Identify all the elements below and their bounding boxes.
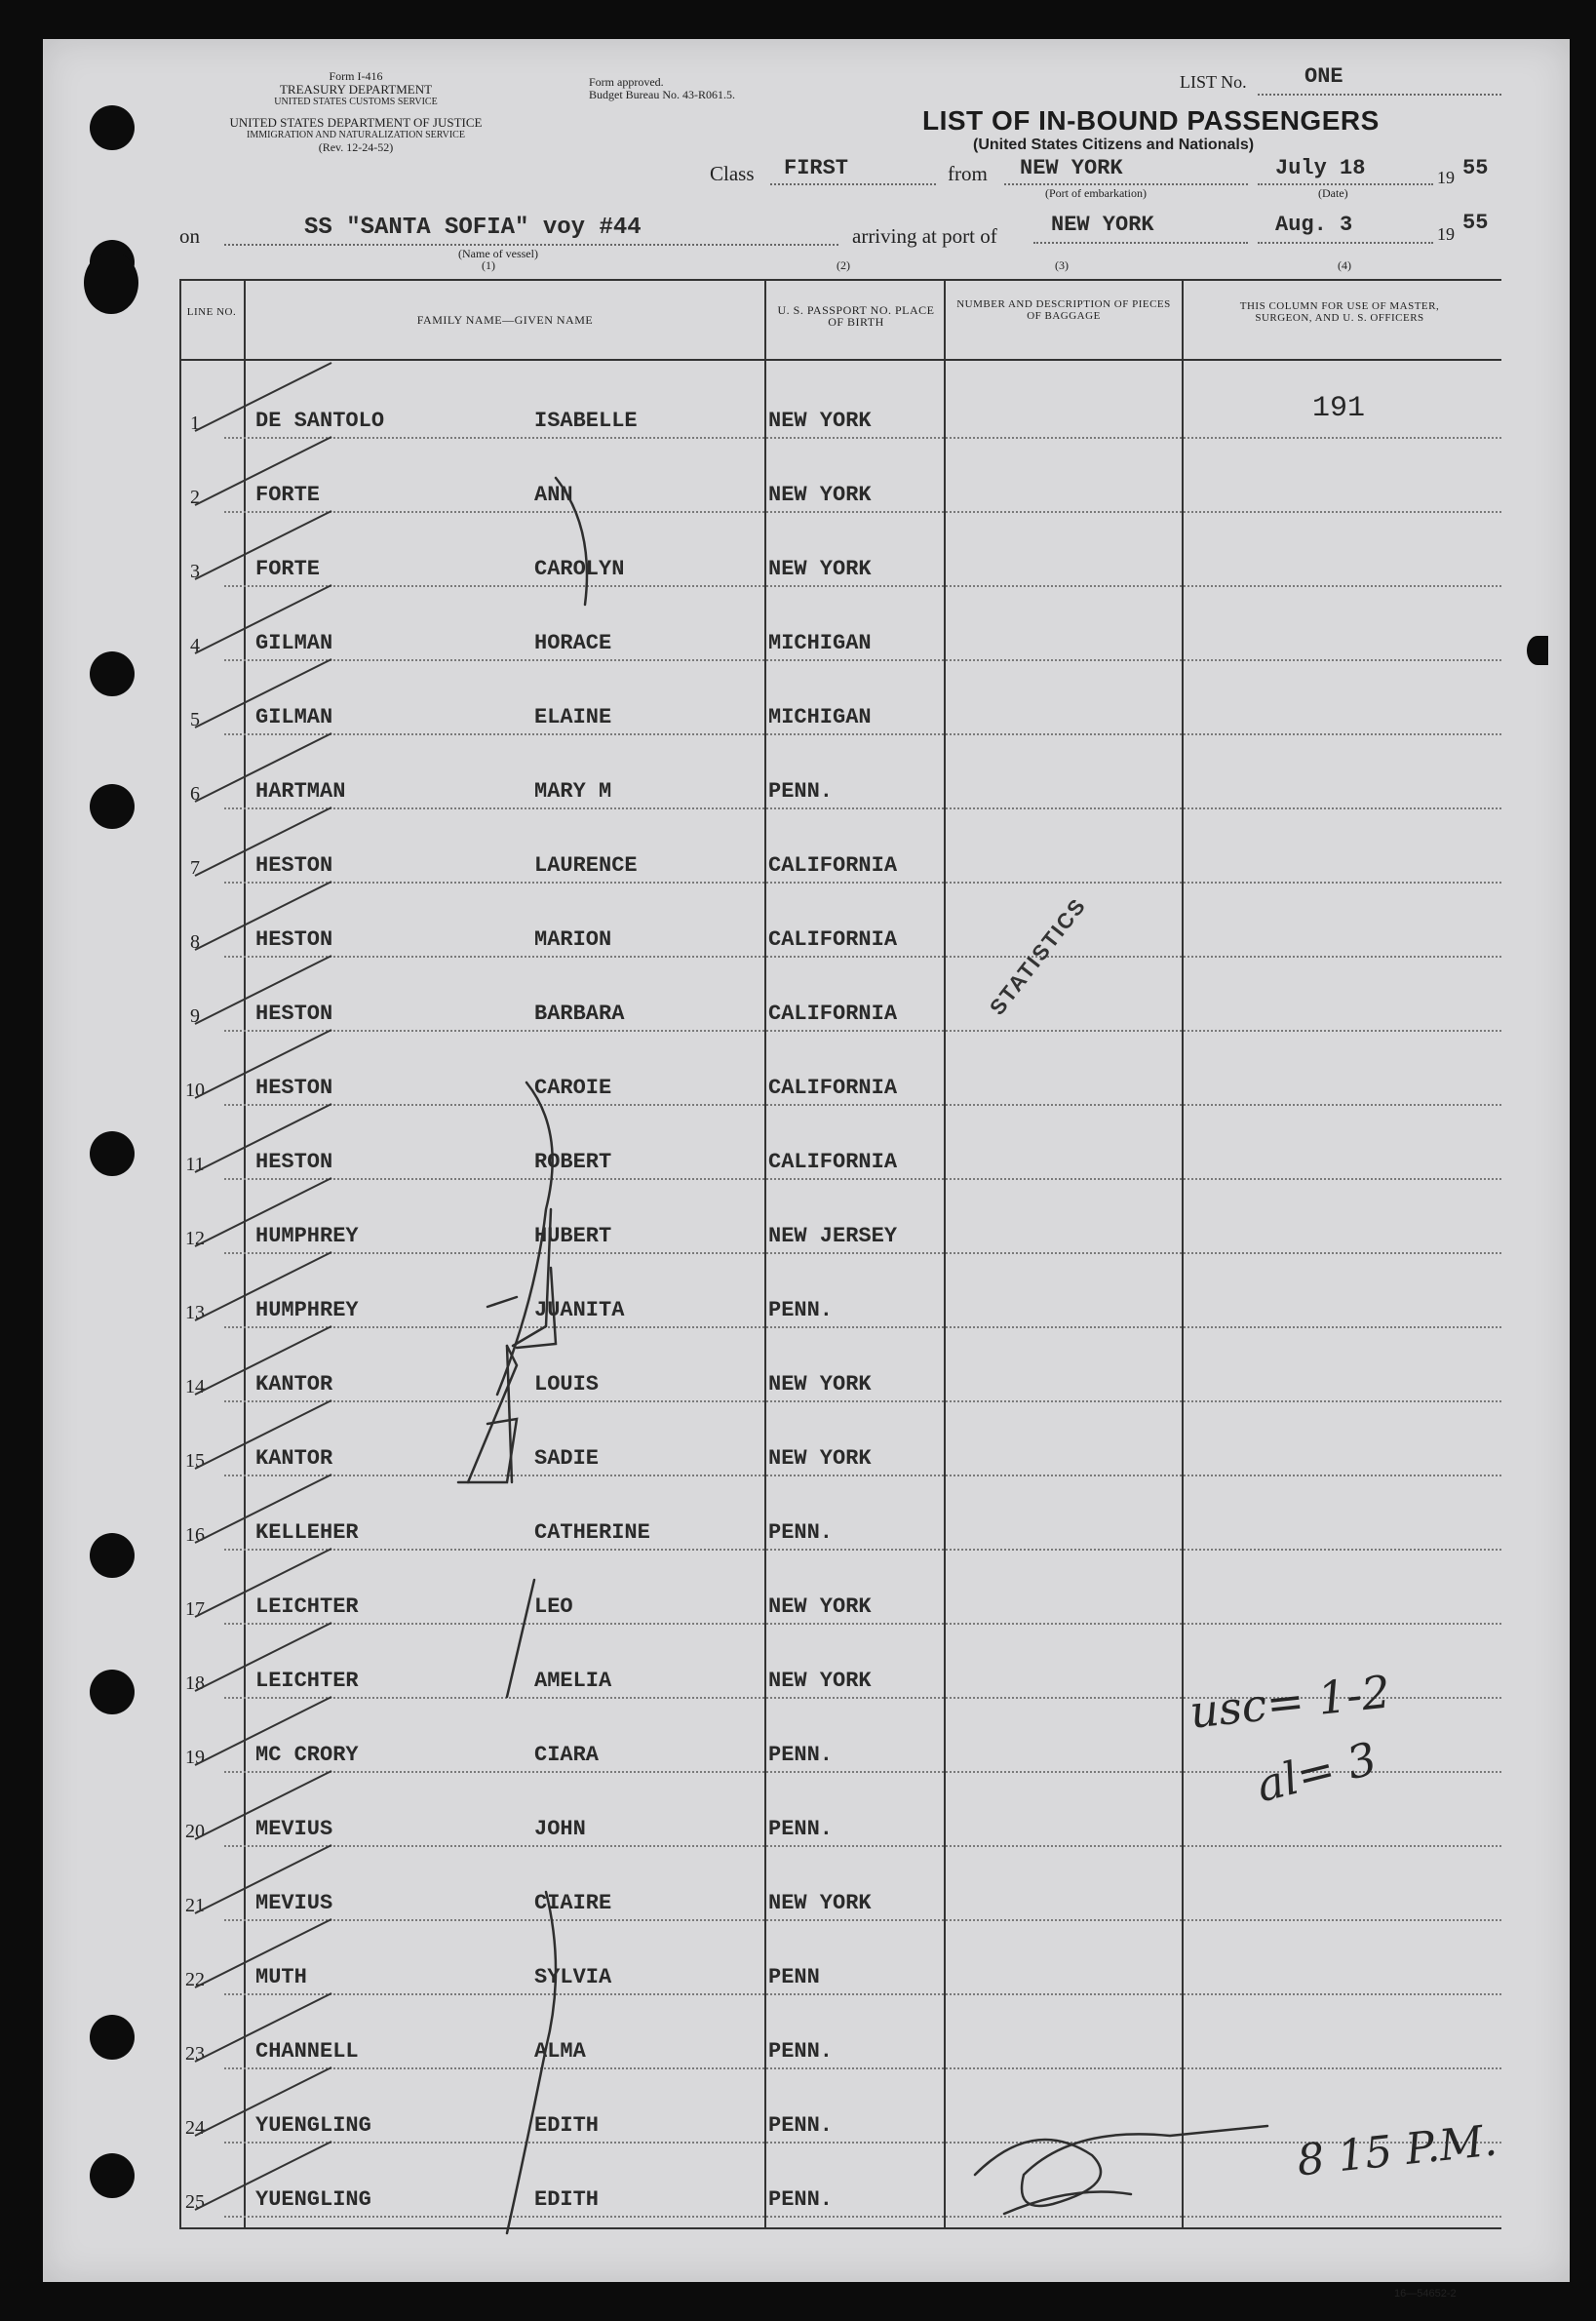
- given-name: CIAIRE: [534, 1891, 612, 1915]
- form-approved: Form approved.: [589, 75, 664, 89]
- family-name: KANTOR: [255, 1372, 333, 1397]
- line-number: 19: [185, 1747, 205, 1768]
- handwritten-note-1: usc= 1-2: [1187, 1665, 1393, 1739]
- justice-dept: UNITED STATES DEPARTMENT OF JUSTICE: [229, 115, 483, 130]
- given-name: EDITH: [534, 2113, 600, 2138]
- given-name: ANN: [534, 483, 573, 507]
- line-number: 8: [190, 931, 200, 953]
- family-name: FORTE: [255, 557, 321, 581]
- line-number: 11: [185, 1154, 205, 1175]
- line-number: 13: [185, 1302, 205, 1323]
- place-of-birth: PENN.: [768, 2187, 834, 2212]
- family-name: DE SANTOLO: [255, 409, 385, 433]
- line-number: 23: [185, 2043, 205, 2065]
- handwritten-note-2: al= 3: [1251, 1731, 1382, 1813]
- line-number: 3: [190, 561, 200, 582]
- line-number: 25: [185, 2191, 205, 2213]
- place-of-birth: NEW YORK: [768, 1891, 872, 1915]
- place-of-birth: MICHIGAN: [768, 631, 872, 655]
- vessel-name: SS "SANTA SOFIA" voy #44: [304, 215, 642, 241]
- line-number: 24: [185, 2117, 205, 2139]
- given-name: SADIE: [534, 1446, 600, 1471]
- class-label: Class: [710, 162, 755, 185]
- on-label: on: [179, 224, 200, 248]
- check-tick-mark: [195, 1400, 331, 1469]
- place-of-birth: PENN: [768, 1965, 820, 1989]
- line-number: 22: [185, 1969, 205, 1990]
- given-name: BARBARA: [534, 1002, 625, 1026]
- check-tick-mark: [195, 1623, 331, 1691]
- family-name: GILMAN: [255, 631, 333, 655]
- check-tick-mark: [195, 2067, 331, 2136]
- arrival-port: NEW YORK: [1051, 213, 1154, 237]
- check-tick-mark: [195, 363, 331, 431]
- place-of-birth: MICHIGAN: [768, 705, 872, 729]
- year-prefix: 19: [1437, 168, 1455, 187]
- line-number: 2: [190, 487, 200, 508]
- check-tick-mark: [195, 2142, 331, 2210]
- arrival-date: Aug. 3: [1275, 213, 1353, 237]
- given-name: LAURENCE: [534, 853, 638, 878]
- officer-number: 191: [1312, 392, 1366, 425]
- place-of-birth: CALIFORNIA: [768, 927, 898, 952]
- family-name: KELLEHER: [255, 1520, 359, 1545]
- place-of-birth: PENN.: [768, 1298, 834, 1322]
- family-name: HESTON: [255, 1150, 333, 1174]
- header-baggage: NUMBER AND DESCRIPTION OF PIECES OF BAGGAGE: [956, 298, 1171, 322]
- check-tick-mark: [195, 882, 331, 950]
- check-tick-mark: [195, 1326, 331, 1395]
- form-revision: (Rev. 12-24-52): [318, 140, 394, 154]
- bracket-mark: [458, 1419, 517, 1482]
- class-value: FIRST: [784, 156, 849, 180]
- bracket-mark: [487, 1297, 517, 1307]
- place-of-birth: CALIFORNIA: [768, 1002, 898, 1026]
- given-name: ELAINE: [534, 705, 612, 729]
- place-of-birth: NEW JERSEY: [768, 1224, 898, 1248]
- header-passport: U. S. PASSPORT NO. PLACE OF BIRTH: [777, 303, 935, 329]
- given-name: ALMA: [534, 2039, 586, 2064]
- statistics-stamp: STATISTICS: [985, 892, 1092, 1020]
- given-name: HUBERT: [534, 1224, 612, 1248]
- form-print-code: 16—54652-2: [1394, 2288, 1457, 2300]
- given-name: CAROLYN: [534, 557, 625, 581]
- departure-date: July 18: [1275, 156, 1366, 180]
- given-name: ROBERT: [534, 1150, 612, 1174]
- from-label: from: [948, 162, 988, 185]
- family-name: KANTOR: [255, 1446, 333, 1471]
- line-number: 9: [190, 1005, 200, 1027]
- family-name: GILMAN: [255, 705, 333, 729]
- arriving-label: arriving at port of: [852, 224, 997, 248]
- family-name: LEICHTER: [255, 1594, 359, 1619]
- document-title: LIST OF IN-BOUND PASSENGERS: [922, 105, 1380, 136]
- handwritten-time: 8 15 P.M.: [1294, 2115, 1499, 2186]
- check-tick-mark: [195, 1993, 331, 2062]
- place-of-birth: NEW YORK: [768, 483, 872, 507]
- form-number: Form I-416: [329, 69, 383, 83]
- place-of-birth: NEW YORK: [768, 1372, 872, 1397]
- check-tick-mark: [195, 956, 331, 1024]
- given-name: ISABELLE: [534, 409, 638, 433]
- family-name: YUENGLING: [255, 2187, 371, 2212]
- budget-bureau: Budget Bureau No. 43-R061.5.: [589, 88, 735, 101]
- family-name: MEVIUS: [255, 1817, 333, 1841]
- check-tick-mark: [195, 1549, 331, 1617]
- family-name: LEICHTER: [255, 1669, 359, 1693]
- place-of-birth: NEW YORK: [768, 1669, 872, 1693]
- line-number: 21: [185, 1895, 205, 1916]
- date-caption: (Date): [1318, 186, 1348, 200]
- check-tick-mark: [195, 1919, 331, 1987]
- family-name: HESTON: [255, 927, 333, 952]
- family-name: HUMPHREY: [255, 1298, 359, 1322]
- place-of-birth: PENN.: [768, 779, 834, 804]
- place-of-birth: NEW YORK: [768, 409, 872, 433]
- check-tick-mark: [195, 807, 331, 876]
- place-of-birth: PENN.: [768, 2113, 834, 2138]
- col-index-4: (4): [1338, 258, 1351, 272]
- col-index-2: (2): [837, 258, 850, 272]
- check-tick-mark: [195, 1178, 331, 1246]
- check-tick-mark: [195, 585, 331, 653]
- check-tick-mark: [195, 1845, 331, 1913]
- family-name: HESTON: [255, 1076, 333, 1100]
- line-number: 16: [185, 1524, 205, 1546]
- place-of-birth: CALIFORNIA: [768, 1150, 898, 1174]
- line-number: 14: [185, 1376, 205, 1397]
- given-name: LOUIS: [534, 1372, 600, 1397]
- line-number: 4: [190, 635, 200, 656]
- customs-service: UNITED STATES CUSTOMS SERVICE: [274, 97, 438, 107]
- list-no-label: LIST No.: [1180, 72, 1247, 92]
- line-number: 18: [185, 1672, 205, 1694]
- family-name: MUTH: [255, 1965, 307, 1989]
- given-name: AMELIA: [534, 1669, 612, 1693]
- check-tick-mark: [195, 511, 331, 579]
- check-tick-mark: [195, 1697, 331, 1765]
- given-name: JOHN: [534, 1817, 586, 1841]
- family-name: FORTE: [255, 483, 321, 507]
- line-number: 1: [190, 413, 200, 434]
- line-number: 20: [185, 1821, 205, 1842]
- header-line-no: LINE NO.: [186, 306, 237, 318]
- header-officers: THIS COLUMN FOR USE OF MASTER, SURGEON, AND U. S. OFFICERS: [1239, 300, 1440, 324]
- year1-value: 55: [1462, 156, 1489, 180]
- given-name: MARY M: [534, 779, 612, 804]
- line-number: 5: [190, 709, 200, 730]
- family-name: HESTON: [255, 853, 333, 878]
- year-prefix: 19: [1437, 224, 1455, 244]
- family-name: HESTON: [255, 1002, 333, 1026]
- from-caption: (Port of embarkation): [1045, 186, 1147, 200]
- place-of-birth: NEW YORK: [768, 557, 872, 581]
- check-tick-mark: [195, 437, 331, 505]
- place-of-birth: PENN.: [768, 1743, 834, 1767]
- check-tick-mark: [195, 1475, 331, 1543]
- col-index-3: (3): [1055, 258, 1069, 272]
- family-name: HUMPHREY: [255, 1224, 359, 1248]
- check-tick-mark: [195, 1104, 331, 1172]
- given-name: CAROIE: [534, 1076, 612, 1100]
- line-number: 10: [185, 1080, 205, 1101]
- line-number: 12: [185, 1228, 205, 1249]
- given-name: MARION: [534, 927, 612, 952]
- vessel-caption: (Name of vessel): [458, 247, 538, 260]
- place-of-birth: PENN.: [768, 1520, 834, 1545]
- given-name: HORACE: [534, 631, 612, 655]
- family-name: CHANNELL: [255, 2039, 359, 2064]
- line-number: 17: [185, 1598, 205, 1620]
- bracket-mark: [507, 1580, 534, 1697]
- given-name: SYLVIA: [534, 1965, 612, 1989]
- list-no-value: ONE: [1304, 64, 1343, 89]
- bracket-mark: [546, 1892, 556, 2048]
- place-of-birth: NEW YORK: [768, 1446, 872, 1471]
- bracket-mark: [556, 478, 587, 605]
- given-name: CATHERINE: [534, 1520, 650, 1545]
- header-name: FAMILY NAME—GIVEN NAME: [416, 313, 594, 327]
- check-tick-mark: [195, 733, 331, 802]
- family-name: YUENGLING: [255, 2113, 371, 2138]
- family-name: MEVIUS: [255, 1891, 333, 1915]
- place-of-birth: CALIFORNIA: [768, 853, 898, 878]
- document-subtitle: (United States Citizens and Nationals): [973, 137, 1255, 153]
- treasury-dept: TREASURY DEPARTMENT: [279, 82, 433, 97]
- place-of-birth: NEW YORK: [768, 1594, 872, 1619]
- line-number: 6: [190, 783, 200, 805]
- bracket-mark: [513, 1209, 551, 1346]
- given-name: EDITH: [534, 2187, 600, 2212]
- place-of-birth: CALIFORNIA: [768, 1076, 898, 1100]
- place-of-birth: PENN.: [768, 2039, 834, 2064]
- check-tick-mark: [195, 659, 331, 728]
- family-name: HARTMAN: [255, 779, 346, 804]
- year2-value: 55: [1462, 211, 1489, 235]
- check-tick-mark: [195, 1030, 331, 1098]
- check-tick-mark: [195, 1252, 331, 1320]
- bracket-mark: [507, 2048, 546, 2233]
- line-number: 15: [185, 1450, 205, 1472]
- given-name: JUANITA: [534, 1298, 625, 1322]
- vessel-index: (1): [482, 258, 495, 272]
- family-name: MC CRORY: [255, 1743, 359, 1767]
- check-tick-mark: [195, 1771, 331, 1839]
- place-of-birth: PENN.: [768, 1817, 834, 1841]
- from-value: NEW YORK: [1020, 156, 1123, 180]
- bracket-mark: [517, 1268, 556, 1348]
- immigration-service: IMMIGRATION AND NATURALIZATION SERVICE: [247, 130, 465, 140]
- line-number: 7: [190, 857, 200, 879]
- given-name: LEO: [534, 1594, 573, 1619]
- given-name: CIARA: [534, 1743, 600, 1767]
